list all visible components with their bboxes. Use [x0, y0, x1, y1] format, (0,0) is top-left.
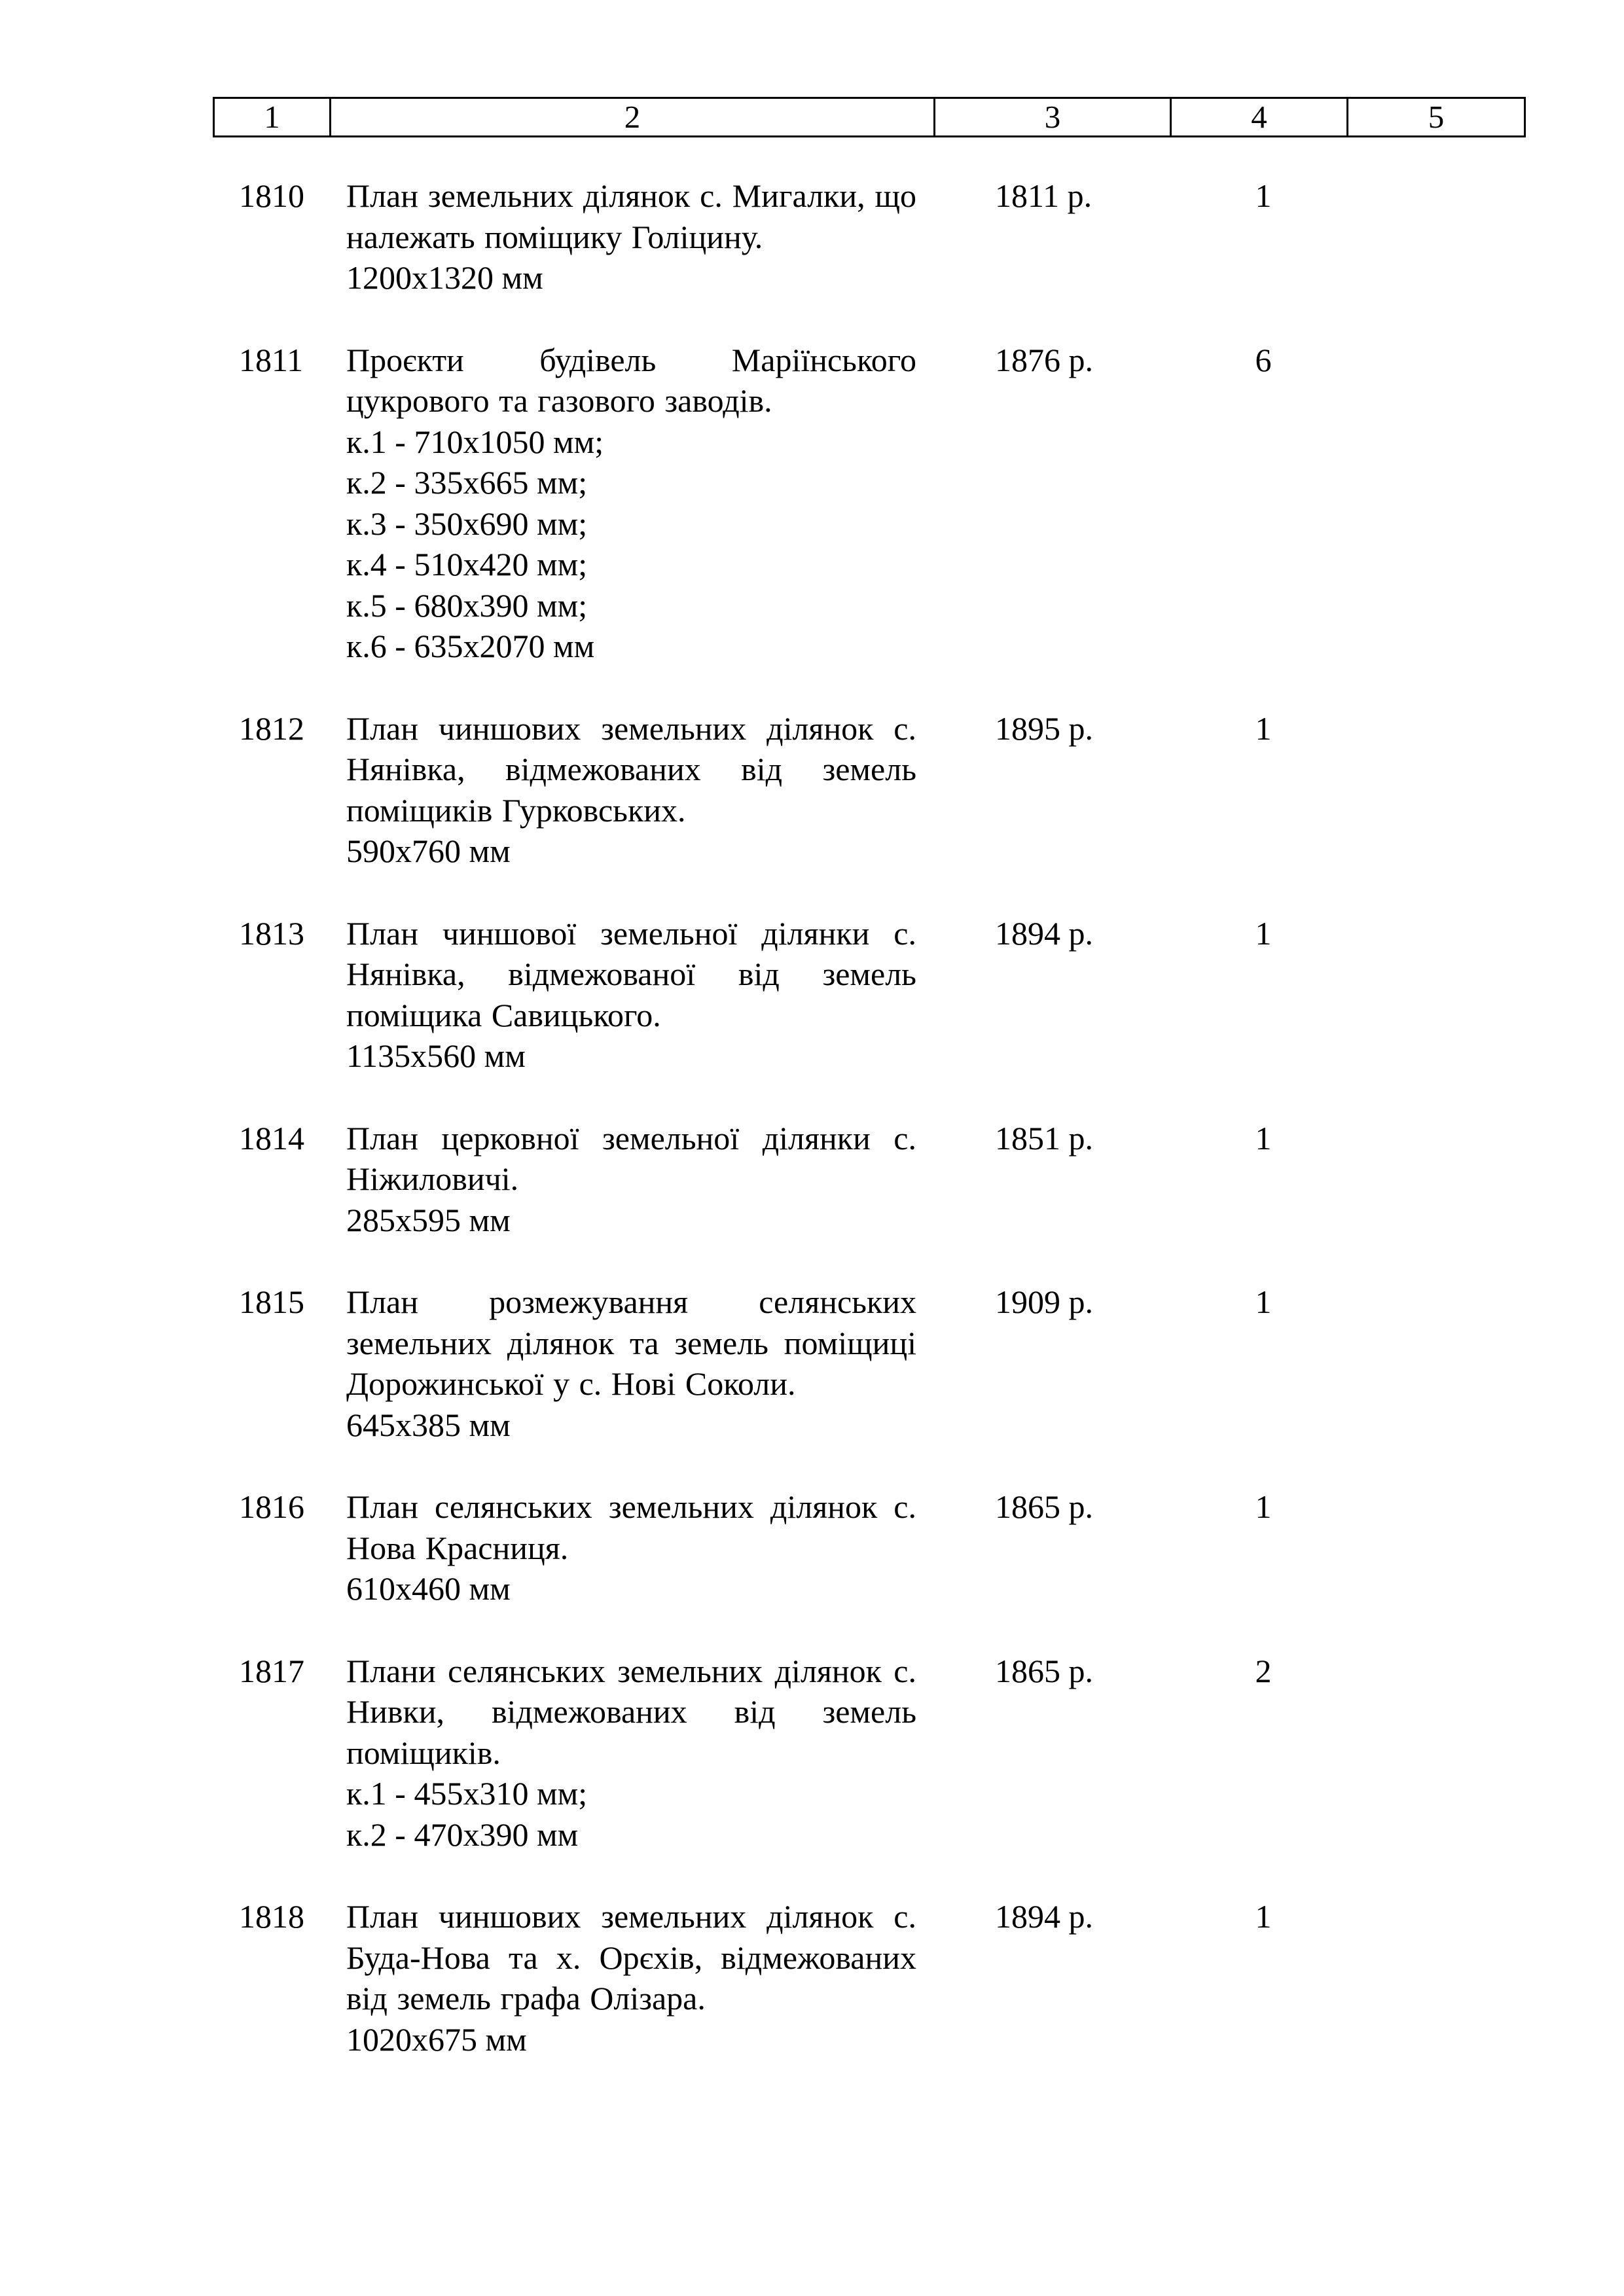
record-description — [346, 1282, 916, 1445]
record-number: 1811 — [239, 341, 304, 378]
record-title: План земельних ділянок с. Мигалки, що належать поміщику Голіцину. — [346, 177, 916, 255]
record-number: 1817 — [239, 1652, 304, 1689]
record-date: 1876 р. — [995, 341, 1093, 378]
record-date: 1895 р. — [995, 709, 1093, 747]
record-size: к.6 - 635х2070 мм — [346, 628, 595, 664]
record-description — [346, 1896, 916, 2060]
record-number: 1812 — [239, 709, 304, 747]
record-date: 1894 р. — [995, 914, 1093, 952]
record-number: 1818 — [239, 1898, 304, 1935]
records-list — [0, 175, 1624, 2101]
record-size: 1020х675 мм — [346, 2020, 527, 2058]
column-header-row — [214, 98, 1525, 137]
record-number: 1815 — [239, 1283, 304, 1320]
record-date: 1865 р. — [995, 1652, 1093, 1689]
record-description — [346, 1118, 916, 1241]
record-size: к.2 - 335х665 мм; — [346, 464, 588, 501]
record-size: 590х760 мм — [346, 833, 511, 869]
record-sheet-count: 6 — [1255, 341, 1272, 378]
record-description — [346, 1486, 916, 1609]
column-header-1: 1 — [214, 98, 331, 137]
record-title: План чиншової земельної ділянки с. Нянівка, відмежованої від земель поміщика Савицького. — [346, 914, 916, 1033]
record-size: к.3 - 350х690 мм; — [346, 505, 588, 542]
column-header-4: 4 — [1171, 98, 1348, 137]
record-sheet-count: 1 — [1255, 1119, 1272, 1157]
record-number: 1810 — [239, 177, 304, 214]
record-description — [346, 1651, 916, 1856]
record-number: 1816 — [239, 1488, 304, 1525]
record-title: Проєкти будівель Маріїнського цукрового та газового заводів. — [346, 341, 916, 419]
record-sheet-count: 1 — [1255, 1283, 1272, 1320]
record-date: 1894 р. — [995, 1898, 1093, 1935]
record-size: 1135х560 мм — [346, 1037, 526, 1074]
record-sheet-count: 1 — [1255, 1898, 1272, 1935]
record-description — [346, 340, 916, 667]
record-title: План чиншових земельних ділянок с. Нянівка, відмежованих від земель поміщиків Гурковських. — [346, 709, 916, 829]
record-size: 285х595 мм — [346, 1201, 511, 1238]
record-entry — [0, 1896, 1624, 2060]
record-entry — [0, 175, 1624, 298]
column-header-2: 2 — [331, 98, 935, 137]
record-size: 645х385 мм — [346, 1406, 511, 1443]
column-header-5: 5 — [1348, 98, 1525, 137]
record-date: 1909 р. — [995, 1283, 1093, 1320]
column-header-3: 3 — [935, 98, 1171, 137]
record-date: 1851 р. — [995, 1119, 1093, 1157]
record-title: План розмежування селянських земельних ділянок та земель поміщиці Дорожинської у с. Нові Соколи. — [346, 1283, 916, 1402]
record-sheet-count: 1 — [1255, 709, 1272, 747]
record-size: к.1 - 710х1050 мм; — [346, 423, 604, 460]
record-description — [346, 708, 916, 872]
record-size: к.1 - 455х310 мм; — [346, 1775, 588, 1812]
record-sheet-count: 2 — [1255, 1652, 1272, 1689]
record-date: 1865 р. — [995, 1488, 1093, 1525]
record-number: 1814 — [239, 1119, 304, 1157]
record-title: План чиншових земельних ділянок с. Буда-Нова та х. Орєхів, відмежованих від земель графа Олізара. — [346, 1898, 916, 2017]
record-date: 1811 р. — [995, 177, 1092, 214]
record-entry — [0, 1486, 1624, 1609]
record-size: к.2 - 470х390 мм — [346, 1816, 579, 1853]
column-header-table — [213, 97, 1526, 137]
record-size: к.5 - 680х390 мм; — [346, 586, 588, 624]
record-sheet-count: 1 — [1255, 177, 1272, 214]
record-title: План селянських земельних ділянок с. Нова Красниця. — [346, 1488, 916, 1566]
record-entry — [0, 1651, 1624, 1856]
record-size: 610х460 мм — [346, 1570, 511, 1607]
record-entry — [0, 1118, 1624, 1241]
record-size: к.4 - 510х420 мм; — [346, 546, 588, 583]
record-size: 1200х1320 мм — [346, 259, 543, 296]
record-sheet-count: 1 — [1255, 1488, 1272, 1525]
record-description — [346, 175, 916, 298]
record-description — [346, 913, 916, 1077]
record-entry — [0, 1282, 1624, 1445]
record-sheet-count: 1 — [1255, 914, 1272, 952]
record-title: Плани селянських земельних ділянок с. Нивки, відмежованих від земель поміщиків. — [346, 1652, 916, 1771]
record-entry — [0, 708, 1624, 872]
record-title: План церковної земельної ділянки с. Ніжиловичі. — [346, 1119, 916, 1197]
record-number: 1813 — [239, 914, 304, 952]
record-entry — [0, 340, 1624, 667]
record-entry — [0, 913, 1624, 1077]
